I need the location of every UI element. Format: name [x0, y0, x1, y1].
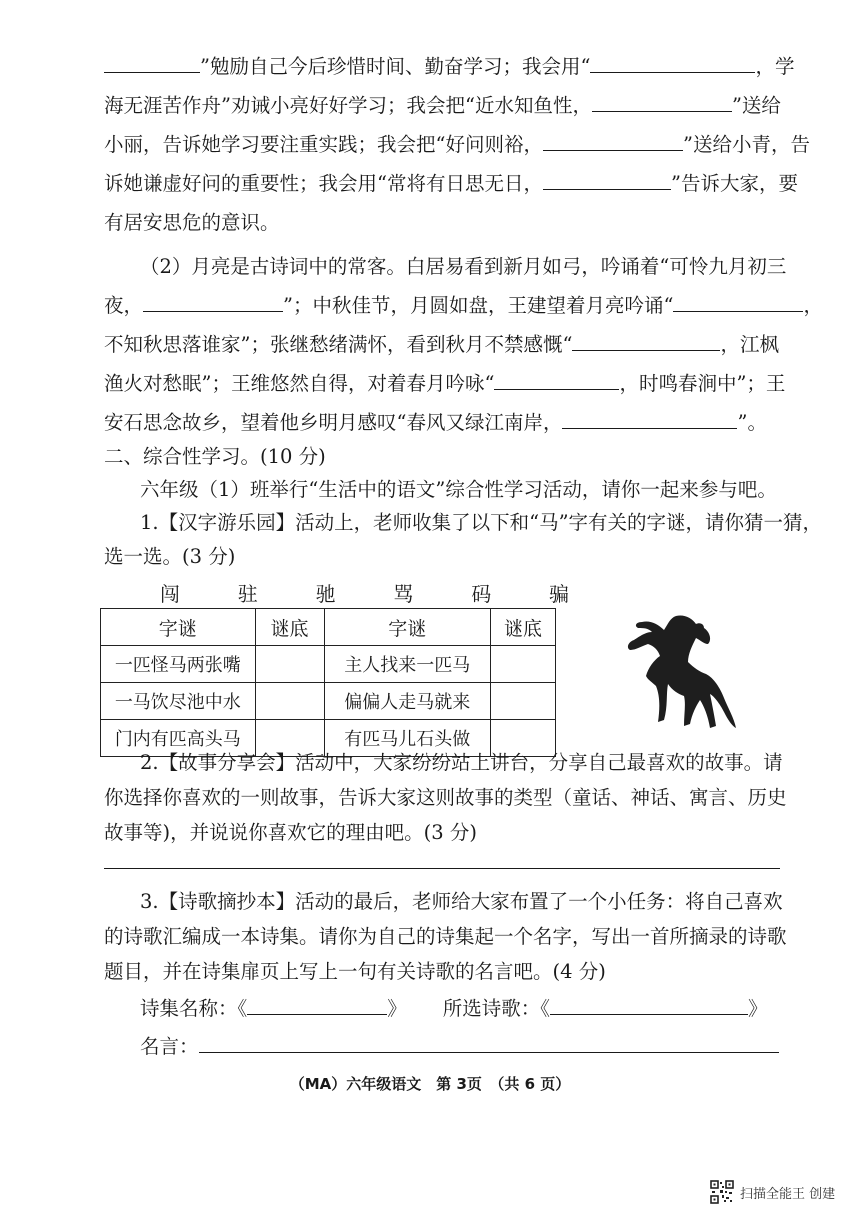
column-header: 谜底: [491, 609, 556, 646]
answer-blank[interactable]: [673, 293, 803, 312]
q2-line3: 故事等)，并说说你喜欢它的理由吧。(3 分): [104, 821, 477, 844]
riddle-cell: 一匹怪马两张嘴: [101, 646, 256, 683]
table-row: [101, 646, 556, 683]
column-header: 字谜: [101, 609, 256, 646]
riddle-cell: 偏偏人走马就来: [324, 683, 491, 720]
quote-blank[interactable]: [199, 1034, 779, 1053]
p2-line4: 渔火对愁眠”；王维悠然自得，对着春月吟咏“ ，时鸣春涧中”；王: [104, 372, 786, 395]
table-header-row: [101, 609, 556, 646]
column-header: 字谜: [324, 609, 491, 646]
q3-line1: 3.【诗歌摘抄本】活动的最后，老师给大家布置了一个小任务：将自己喜欢: [140, 890, 783, 913]
char-option: 驰: [315, 582, 337, 606]
char-option: 骗: [548, 582, 570, 606]
rearing-horse-icon: [618, 610, 738, 738]
p2-line1: （2）月亮是古诗词中的常客。白居易看到新月如弓，吟诵着“可怜九月初三: [140, 255, 787, 278]
char-option: 驻: [237, 582, 259, 606]
p2-line5: 安石思念故乡，望着他乡明月感叹“春风又绿江南岸， ”。: [104, 411, 767, 434]
p1-line1: ”勉励自己今后珍惜时间、勤奋学习；我会用“ ，学: [104, 50, 794, 84]
answer-blank[interactable]: [572, 332, 720, 351]
story-answer-line[interactable]: [104, 868, 780, 869]
collection-label: 诗集名称：《: [140, 997, 248, 1020]
answer-blank[interactable]: [562, 410, 737, 429]
answer-blank[interactable]: [494, 371, 619, 390]
qr-code-icon: [710, 1180, 734, 1204]
section2-heading: 二、综合性学习。(10 分): [104, 445, 326, 468]
answer-cell[interactable]: [255, 646, 324, 683]
char-option: 骂: [393, 582, 415, 606]
poem-title-blank[interactable]: [550, 996, 748, 1015]
quote-label: 名言：: [140, 1035, 199, 1058]
answer-blank[interactable]: [590, 54, 755, 73]
character-options: [160, 578, 570, 607]
collection-name-blank[interactable]: [247, 996, 387, 1015]
p1-line4: 诉她谦虚好问的重要性；我会用“常将有日思无日， ”告诉大家，要: [104, 172, 798, 195]
table-row: [101, 683, 556, 720]
p1-line3: 小丽，告诉她学习要注重实践；我会把“好问则裕， ”送给小青，告: [104, 133, 810, 156]
section2-intro: 六年级（1）班举行“生活中的语文”综合性学习活动，请你一起来参与吧。: [140, 478, 777, 501]
column-header: 谜底: [255, 609, 324, 646]
answer-cell[interactable]: [491, 683, 556, 720]
answer-blank[interactable]: [104, 54, 200, 73]
answer-blank[interactable]: [543, 132, 683, 151]
riddle-cell: 门内有匹高头马: [101, 720, 256, 757]
q1-line2: 选一选。(3 分): [104, 545, 236, 568]
riddle-cell: 一马饮尽池中水: [101, 683, 256, 720]
riddle-table: [100, 608, 556, 757]
q1-line1: 1.【汉字游乐园】活动上，老师收集了以下和“马”字有关的字谜，请你猜一猜，: [140, 511, 823, 534]
watermark-text: 扫描全能王 创建: [740, 1186, 836, 1202]
p1-line5: 有居安思危的意识。: [104, 211, 280, 234]
p2-line3: 不知秋思落谁家”；张继愁绪满怀，看到秋月不禁感慨“ ，江枫: [104, 333, 779, 356]
riddle-cell: 有匹马儿石头做: [324, 720, 491, 757]
page-footer: （MA）六年级语文 第 3页 （共 6 页）: [289, 1075, 571, 1093]
poem-label: 所选诗歌：《: [442, 997, 551, 1020]
q3-line3: 题目，并在诗集扉页上写上一句有关诗歌的名言吧。(4 分): [104, 960, 606, 983]
quote-row: [140, 1030, 779, 1064]
answer-blank[interactable]: [543, 171, 671, 190]
scanner-watermark: [710, 1180, 835, 1204]
answer-blank[interactable]: [592, 93, 732, 112]
char-option: 闯: [160, 582, 181, 606]
answer-blank[interactable]: [143, 293, 283, 312]
p2-line2: 夜， ”；中秋佳节，月圆如盘，王建望着月亮吟诵“ ，: [104, 294, 823, 317]
char-option: 码: [471, 582, 493, 606]
answer-cell[interactable]: [255, 683, 324, 720]
q2-line2: 你选择你喜欢的一则故事，告诉大家这则故事的类型（童话、神话、寓言、历史: [104, 786, 787, 809]
p1-line2: 海无涯苦作舟”劝诫小亮好好学习；我会把“近水知鱼性， ”送给: [104, 94, 781, 117]
q2-line1: 2.【故事分享会】活动中，大家纷纷站上讲台，分享自己最喜欢的故事。请: [140, 751, 783, 774]
riddle-cell: 主人找来一匹马: [324, 646, 491, 683]
collection-row: 诗集名称：《 》 所选诗歌：《 》: [140, 997, 768, 1020]
q3-line2: 的诗歌汇编成一本诗集。请你为自己的诗集起一个名字，写出一首所摘录的诗歌: [104, 925, 787, 948]
answer-cell[interactable]: [491, 646, 556, 683]
